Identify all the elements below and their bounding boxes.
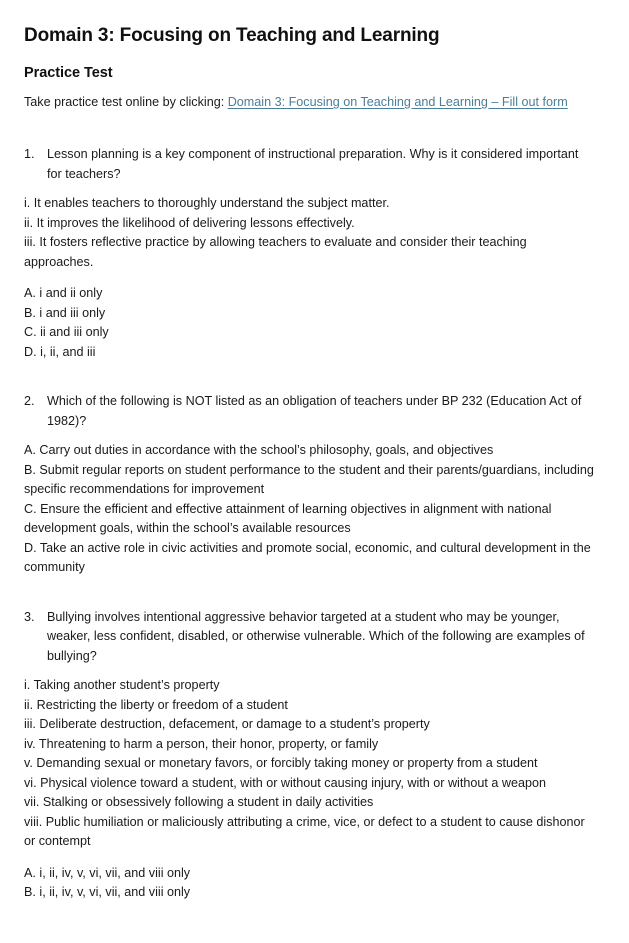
choice-option-d[interactable]: D. Take an active role in civic activities and promote social, economic, and cultural development in the community [24,540,591,575]
choice-option-a[interactable]: A. i, ii, iv, v, vi, vii, and viii only [24,865,191,880]
statement-item: i. Taking another student’s property [24,678,220,693]
question-text-1: Lesson planning is a key component of instructional preparation. Why is it considered important for teachers? [47,147,579,181]
intro-lead-text: Take practice test online by clicking: [24,94,228,109]
intro-paragraph [24,93,595,113]
choice-list-3 [24,864,595,903]
statement-item: vii. Stalking or obsessively following a student in daily activities [24,795,374,810]
page-title: Domain 3: Focusing on Teaching and Learning [24,25,440,46]
statement-item: iii. Deliberate destruction, defacement, or damage to a student’s property [24,717,430,732]
statement-item: vi. Physical violence toward a student, with or without causing injury, with or without a weapon [24,775,546,790]
page-subtitle: Practice Test [24,64,113,81]
question-text-3: Bullying involves intentional aggressive behavior targeted at a student who may be younger, weaker, less confident, disabled, or otherwise vulnerable. Which of the following are examples of bullying? [47,609,585,663]
statement-item: i. It enables teachers to thoroughly understand the subject matter. [24,196,390,211]
question-number-1: 1. [24,147,35,162]
question-text-2: Which of the following is NOT listed as an obligation of teachers under BP 232 (Education Act of 1982)? [47,394,582,428]
statement-item: ii. It improves the likelihood of delivering lessons effectively. [24,215,355,230]
statement-item: iv. Threatening to harm a person, their honor, property, or family [24,736,379,751]
statement-item: ii. Restricting the liberty or freedom of a student [24,697,288,712]
choice-list-2 [24,441,595,578]
statement-item: iii. It fosters reflective practice by allowing teachers to evaluate and consider their teaching approaches. [24,235,527,269]
choice-option-b[interactable]: B. i and iii only [24,305,106,320]
question-number-3: 3. [24,609,35,624]
question-block-3 [24,608,595,903]
statement-list-3 [24,676,595,852]
question-block-2 [24,392,595,578]
question-block-1 [24,145,595,362]
choice-option-b[interactable]: B. i, ii, iv, v, vi, vii, and viii only [24,885,191,900]
choice-option-c[interactable]: C. ii and iii only [24,325,109,340]
statement-item: v. Demanding sexual or monetary favors, or forcibly taking money or property from a student [24,756,538,771]
question-stem-3 [24,608,595,667]
question-stem-1 [24,145,595,184]
choice-option-b[interactable]: B. Submit regular reports on student performance to the student and their parents/guardians, including specific recommendations for improvement [24,462,594,497]
choice-option-c[interactable]: C. Ensure the efficient and effective attainment of learning objectives in alignment with national development goals, within the school’s available resources [24,501,552,536]
question-stem-2 [24,392,595,431]
question-number-2: 2. [24,394,35,409]
choice-option-d[interactable]: D. i, ii, and iii [24,344,96,359]
choice-list-1 [24,284,595,362]
statement-list-1 [24,194,595,272]
practice-test-link[interactable]: Domain 3: Focusing on Teaching and Learning – Fill out form [227,94,568,109]
choice-option-a[interactable]: A. i and ii only [24,286,103,301]
choice-option-a[interactable]: A. Carry out duties in accordance with the school’s philosophy, goals, and objectives [24,443,494,458]
statement-item: viii. Public humiliation or maliciously attributing a crime, vice, or defect to a student to cause dishonor or contempt [24,814,585,849]
